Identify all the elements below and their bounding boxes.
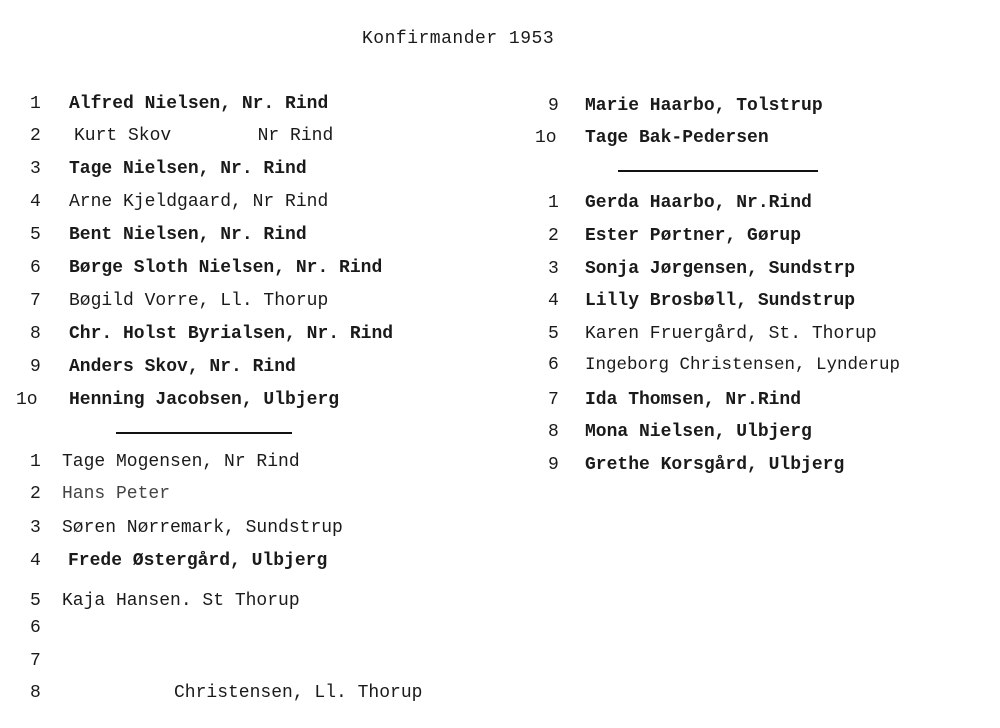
item-name: Karen Fruergård, St. Thorup (585, 324, 877, 344)
item-name: Kurt Skov Nr Rind (74, 126, 334, 146)
item-name: Sonja Jørgensen, Sundstrp (585, 259, 856, 279)
item-number: 2 (548, 226, 559, 246)
item-number: 6 (548, 355, 559, 375)
item-number: 7 (30, 291, 41, 311)
item-name: Tage Mogensen, Nr Rind (62, 452, 300, 472)
item-name: Tage Bak-Pedersen (585, 128, 769, 148)
item-name: Børge Sloth Nielsen, Nr. Rind (69, 258, 383, 278)
item-number: 5 (548, 324, 559, 344)
item-name: Bent Nielsen, Nr. Rind (69, 225, 307, 245)
item-name: Bøgild Vorre, Ll. Thorup (69, 291, 329, 311)
page-title: Konfirmander 1953 (362, 29, 555, 49)
item-name: Arne Kjeldgaard, Nr Rind (69, 192, 329, 212)
right-girls-list (535, 190, 990, 480)
item-number: 9 (548, 96, 559, 116)
item-name: Ester Pørtner, Gørup (585, 226, 802, 246)
divider-line (618, 170, 818, 172)
item-number: 1o (535, 128, 557, 148)
item-number: 1 (548, 193, 559, 213)
item-number: 4 (30, 551, 41, 571)
item-number: 4 (30, 192, 41, 212)
left-boys-list (16, 91, 492, 421)
item-name: Frede Østergård, Ulbjerg (68, 551, 328, 571)
item-name: Gerda Haarbo, Nr.Rind (585, 193, 812, 213)
item-name: Hans Peter (62, 484, 171, 504)
item-number: 1 (30, 94, 41, 114)
item-number: 6 (30, 258, 41, 278)
item-name: Christensen, Ll. Thorup (174, 683, 423, 703)
item-number: 4 (548, 291, 559, 311)
item-name: Kaja Hansen. St Thorup (62, 591, 300, 611)
item-number: 1 (30, 452, 41, 472)
item-number: 1o (16, 390, 38, 410)
item-number: 6 (30, 618, 41, 638)
item-number: 8 (30, 683, 41, 703)
divider-line (116, 432, 292, 434)
item-name: Ingeborg Christensen, Lynderup (585, 355, 901, 375)
item-number: 5 (30, 225, 41, 245)
item-number: 7 (548, 390, 559, 410)
item-number: 9 (548, 455, 559, 475)
item-number: 8 (30, 324, 41, 344)
item-name: Søren Nørremark, Sundstrup (62, 518, 343, 538)
item-name: Chr. Holst Byrialsen, Nr. Rind (69, 324, 394, 344)
item-number: 2 (30, 126, 41, 146)
item-name: Marie Haarbo, Tolstrup (585, 96, 823, 116)
right-top-list (535, 93, 985, 163)
item-number: 3 (30, 159, 41, 179)
left-second-list (22, 449, 492, 709)
item-number: 9 (30, 357, 41, 377)
item-name: Anders Skov, Nr. Rind (69, 357, 296, 377)
item-number: 7 (30, 651, 41, 671)
item-number: 3 (548, 259, 559, 279)
item-name: Grethe Korsgård, Ulbjerg (585, 455, 845, 475)
item-number: 8 (548, 422, 559, 442)
item-number: 2 (30, 484, 41, 504)
item-name: Lilly Brosbøll, Sundstrup (585, 291, 856, 311)
item-name: Mona Nielsen, Ulbjerg (585, 422, 812, 442)
item-number: 5 (30, 591, 41, 611)
item-name: Tage Nielsen, Nr. Rind (69, 159, 307, 179)
item-number: 3 (30, 518, 41, 538)
item-name: Henning Jacobsen, Ulbjerg (69, 390, 340, 410)
item-name: Alfred Nielsen, Nr. Rind (69, 94, 329, 114)
item-name: Ida Thomsen, Nr.Rind (585, 390, 802, 410)
